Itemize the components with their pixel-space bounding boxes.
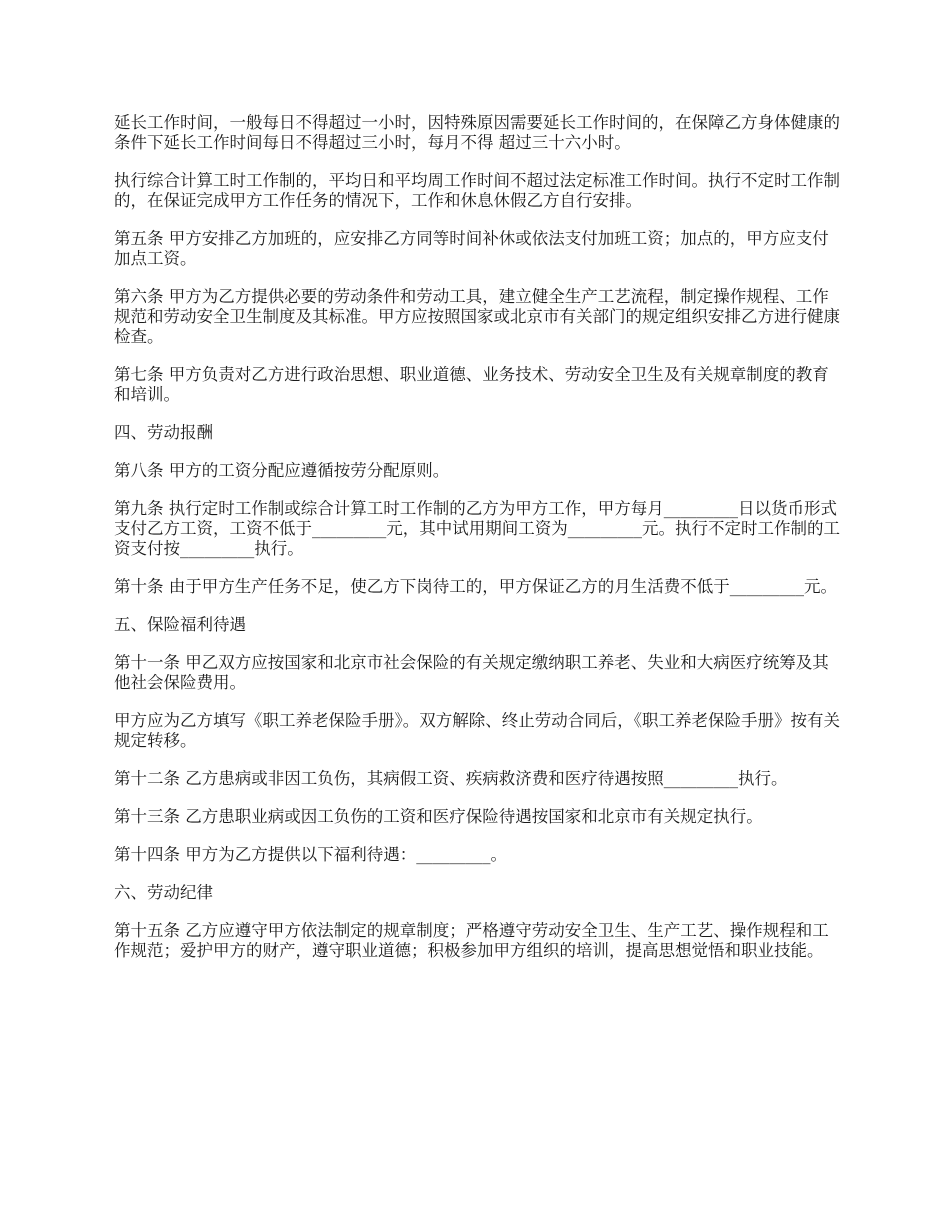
section-heading-discipline: 六、劳动纪律	[114, 883, 213, 902]
paragraph-article-7: 第七条 甲方负责对乙方进行政治思想、职业道德、业务技术、劳动安全卫生及有关规章制度的教育和培训。	[114, 365, 829, 404]
paragraph-article-14: 第十四条 甲方为乙方提供以下福利待遇：_________。	[114, 845, 507, 864]
paragraph-article-11: 第十一条 甲乙双方应按国家和北京市社会保险的有关规定缴纳职工养老、失业和大病医疗统筹及其他社会保险费用。	[114, 653, 829, 692]
section-heading-insurance: 五、保险福利待遇	[114, 615, 246, 634]
paragraph-article-13: 第十三条 乙方患职业病或因工负伤的工资和医疗保险待遇按国家和北京市有关规定执行。	[114, 807, 763, 826]
paragraph-article-10: 第十条 由于甲方生产任务不足，使乙方下岗待工的，甲方保证乙方的月生活费不低于_________元。	[114, 577, 837, 596]
paragraph-article-12: 第十二条 乙方患病或非因工负伤，其病假工资、疾病救济费和医疗待遇按照_________执行。	[114, 769, 788, 788]
paragraph-article-6: 第六条 甲方为乙方提供必要的劳动条件和劳动工具，建立健全生产工艺流程，制定操作规程、工作规范和劳动安全卫生制度及其标准。甲方应按照国家或北京市有关部门的规定组织安排乙方进行健康检查。	[114, 287, 840, 346]
paragraph-article-15: 第十五条 乙方应遵守甲方依法制定的规章制度；严格遵守劳动安全卫生、生产工艺、操作规程和工作规范；爱护甲方的财产，遵守职业道德；积极参加甲方组织的培训，提高思想觉悟和职业技能。	[114, 921, 829, 960]
paragraph-comprehensive-hours: 执行综合计算工时工作制的，平均日和平均周工作时间不超过法定标准工作时间。执行不定时工作制的，在保证完成甲方工作任务的情况下，工作和休息休假乙方自行安排。	[114, 171, 840, 210]
paragraph-article-5: 第五条 甲方安排乙方加班的，应安排乙方同等时间补休或依法支付加班工资；加点的，甲方应支付加点工资。	[114, 229, 829, 268]
document-page	[114, 113, 842, 979]
paragraph-overtime-limit: 延长工作时间，一般每日不得超过一小时，因特殊原因需要延长工作时间的，在保障乙方身体健康的条件下延长工作时间每日不得超过三小时，每月不得 超过三十六小时。	[114, 113, 840, 152]
paragraph-article-9: 第九条 执行定时工作制或综合计算工时工作制的乙方为甲方工作，甲方每月_________日以货币形式支付乙方工资，工资不低于_________元，其中试用期间工资为_________元。执行不定时工作制的工资支付按_________执行。	[114, 499, 840, 558]
paragraph-article-8: 第八条 甲方的工资分配应遵循按劳分配原则。	[114, 461, 450, 480]
section-heading-remuneration: 四、劳动报酬	[114, 423, 213, 442]
paragraph-pension-handbook: 甲方应为乙方填写《职工养老保险手册》。双方解除、终止劳动合同后，《职工养老保险手册》按有关规定转移。	[114, 711, 840, 750]
